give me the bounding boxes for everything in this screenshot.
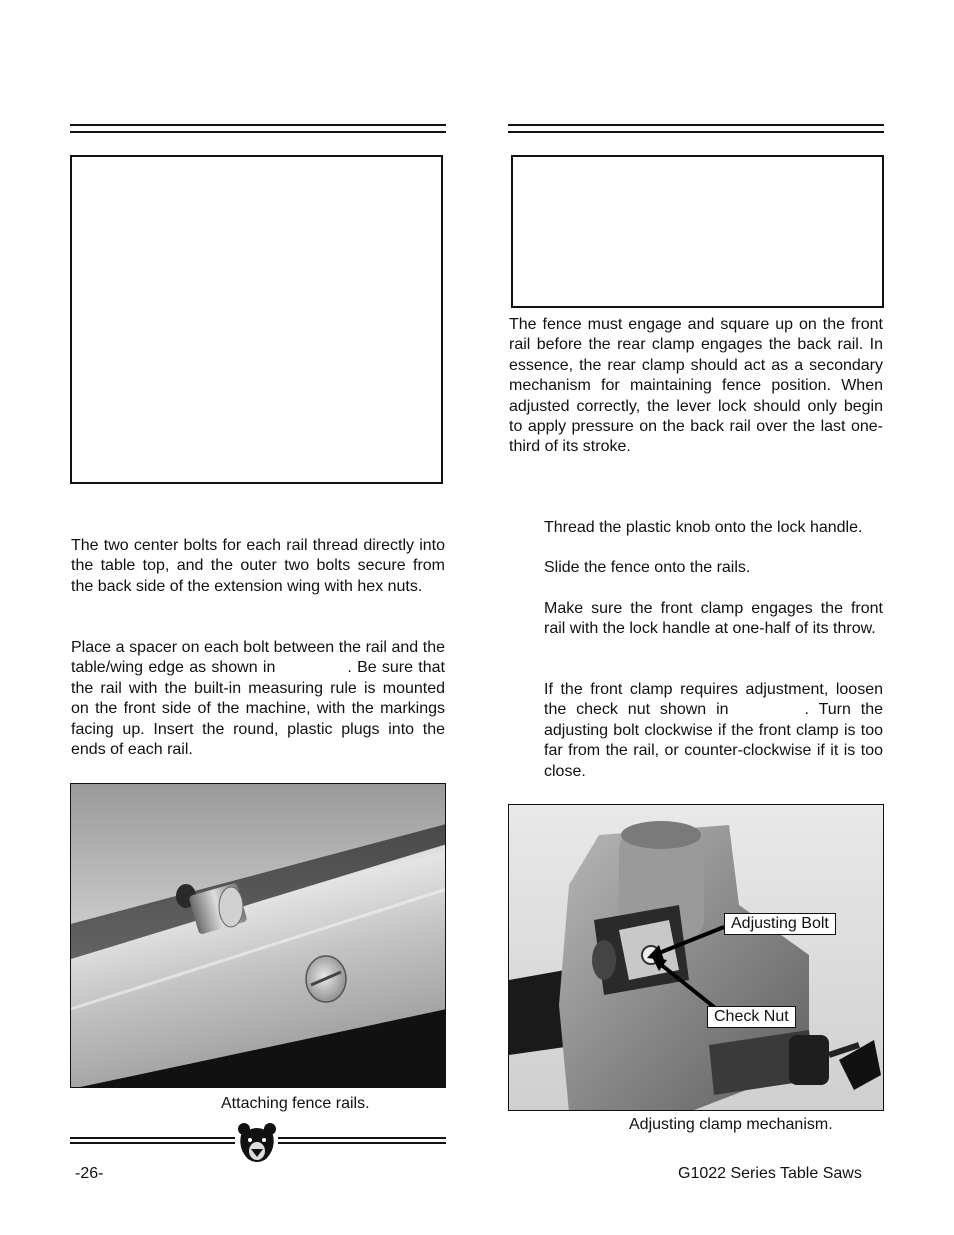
clamp-mechanism-illustration [509,805,884,1111]
right-paragraph-1: The fence must engage and square up on the front rail before the rear clamp engages the back rail. In essence, the rear clamp should act as a secondary mechanism for maintaining fence position. When adjusted correctly, the lever lock should only begin to apply pressure on the back rail over the last one-third of its stroke. [509,316,883,456]
check-nut-label: Check Nut [707,1006,796,1028]
left-figure-caption: Attaching fence rails. [221,1095,370,1112]
left-notice-box [70,155,443,484]
footer-rule-left [70,1137,235,1144]
step-4-b: . Turn the adjusting bolt clockwise if the front clamp is too far from the rail, or counter-clockwise if it is too close. [544,701,884,780]
clamp-mechanism-photo [508,804,884,1111]
step-1: Thread the plastic knob onto the lock handle. [544,519,863,536]
step-4-a: If the front clamp requires adjustment, loosen the check nut shown in [544,681,883,719]
fence-rail-photo [70,783,446,1088]
right-figure-caption: Adjusting clamp mechanism. [629,1116,833,1133]
left-paragraph-1: The two center bolts for each rail thread directly into the table top, and the outer two bolts secure from the back side of the extension wing with hex nuts. [71,537,445,595]
adjusting-bolt-label: Adjusting Bolt [724,913,836,935]
left-paragraph-2 [71,638,445,760]
left-paragraph-2-a: Place a spacer on each bolt between the rail and the table/wing edge as shown in [71,639,445,677]
footer-rule-right [278,1137,446,1144]
fence-rail-illustration [71,784,446,1088]
left-header-rule [70,124,446,133]
right-header-rule [508,124,884,133]
right-notice-box [511,155,884,308]
manual-title: G1022 Series Table Saws [678,1165,862,1182]
step-4 [544,680,883,782]
step-3: Make sure the front clamp engages the front rail with the lock handle at one-half of its throw. [544,600,883,638]
left-paragraph-2-b: . Be sure that the rail with the built-in measuring rule is mounted on the front side of the machine, with the markings facing up. Insert the round, plastic plugs into the ends of each rail. [71,659,445,759]
bear-head-icon [236,1121,278,1165]
page-number: -26- [75,1165,104,1182]
step-2: Slide the fence onto the rails. [544,559,751,576]
